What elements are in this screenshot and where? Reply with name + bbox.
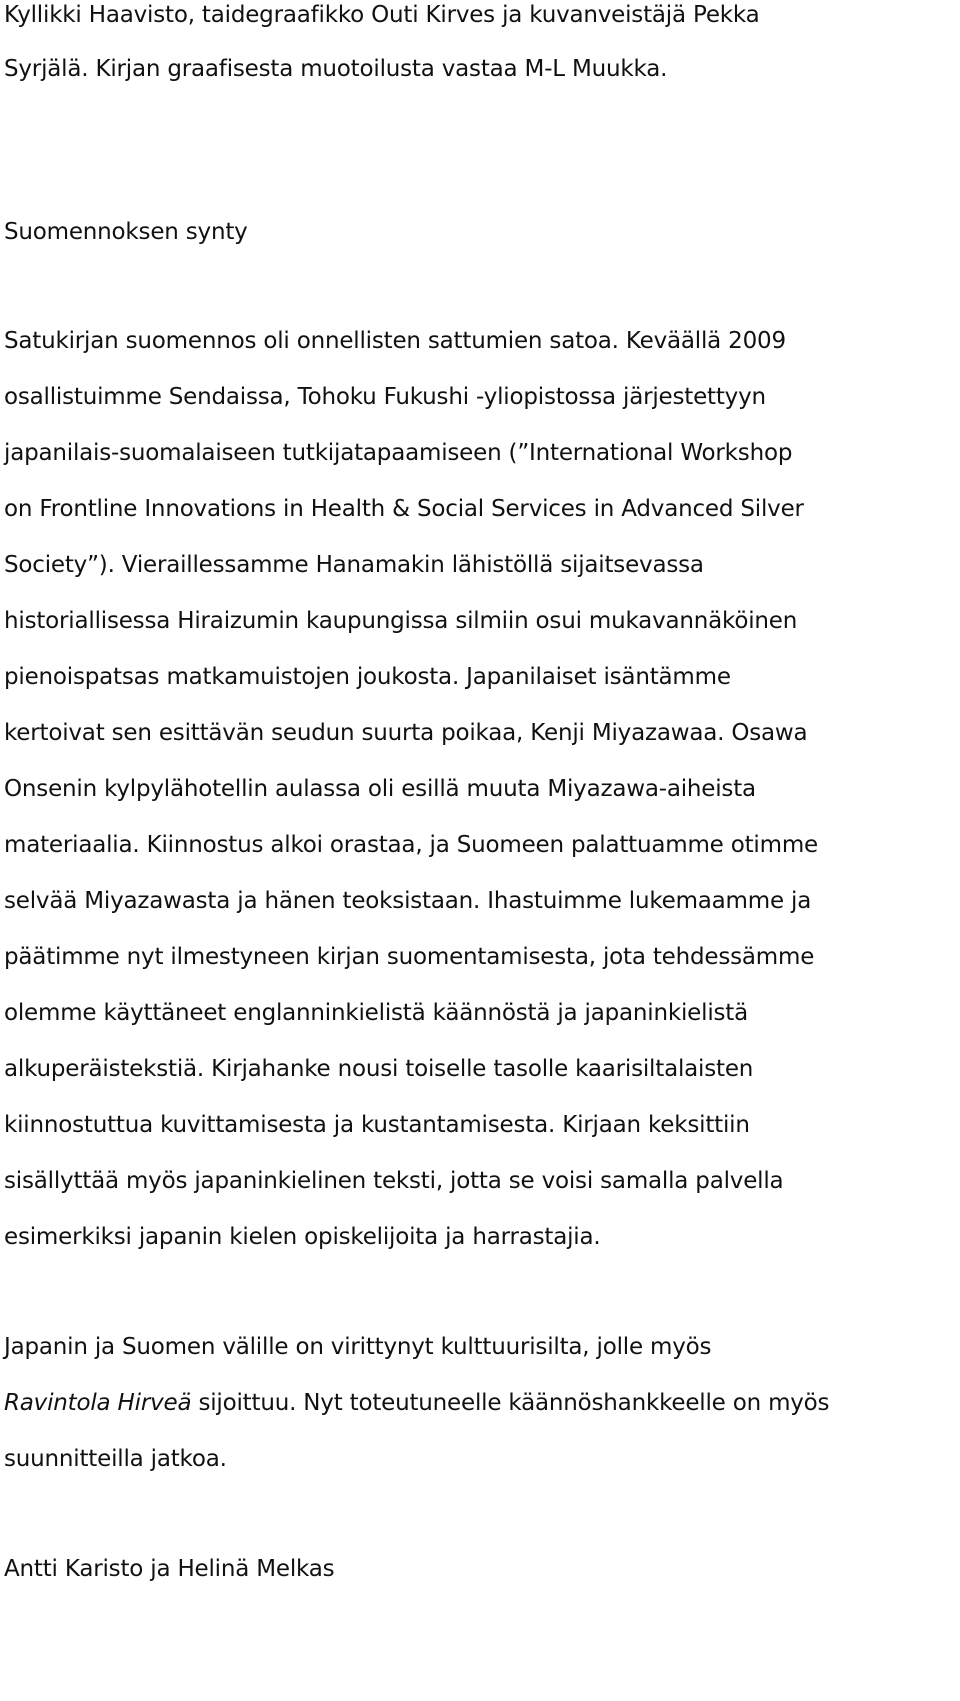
signature: Antti Karisto ja Helinä Melkas bbox=[4, 1556, 335, 1582]
paragraph-line: päätimme nyt ilmestyneen kirjan suomentamisesta, jota tehdessämme bbox=[4, 944, 815, 970]
paragraph-line: historiallisessa Hiraizumin kaupungissa silmiin osui mukavannäköinen bbox=[4, 608, 798, 634]
paragraph-line: Satukirjan suomennos oli onnellisten sattumien satoa. Keväällä 2009 bbox=[4, 328, 786, 354]
paragraph-line: Society”). Vieraillessamme Hanamakin lähistöllä sijaitsevassa bbox=[4, 552, 704, 578]
paragraph-line: osallistuimme Sendaissa, Tohoku Fukushi -yliopistossa järjestettyyn bbox=[4, 384, 766, 410]
paragraph-line: Onsenin kylpylähotellin aulassa oli esillä muuta Miyazawa-aiheista bbox=[4, 776, 756, 802]
paragraph-line: materiaalia. Kiinnostus alkoi orastaa, ja Suomeen palattuamme otimme bbox=[4, 832, 818, 858]
paragraph-line: esimerkiksi japanin kielen opiskelijoita ja harrastajia. bbox=[4, 1224, 601, 1250]
book-title: Ravintola Hirveä bbox=[4, 1390, 192, 1416]
paragraph-line: japanilais-suomalaiseen tutkijatapaamiseen (”International Workshop bbox=[4, 440, 793, 466]
paragraph-line: kertoivat sen esittävän seudun suurta poikaa, Kenji Miyazawaa. Osawa bbox=[4, 720, 808, 746]
paragraph-line-rest: sijoittuu. Nyt toteutuneelle käännöshankkeelle on myös bbox=[191, 1390, 830, 1416]
paragraph-line: Japanin ja Suomen välille on virittynyt kulttuurisilta, jolle myös bbox=[4, 1334, 712, 1360]
paragraph-line bbox=[4, 1387, 829, 1419]
intro-line-2: Syrjälä. Kirjan graafisesta muotoilusta vastaa M-L Muukka. bbox=[4, 56, 668, 82]
paragraph-line: sisällyttää myös japaninkielinen teksti, jotta se voisi samalla palvella bbox=[4, 1168, 784, 1194]
paragraph-line: olemme käyttäneet englanninkielistä käännöstä ja japaninkielistä bbox=[4, 1000, 749, 1026]
section-heading: Suomennoksen synty bbox=[4, 219, 248, 245]
paragraph-line: selvää Miyazawasta ja hänen teoksistaan. Ihastuimme lukemaamme ja bbox=[4, 888, 812, 914]
paragraph-line: kiinnostuttua kuvittamisesta ja kustantamisesta. Kirjaan keksittiin bbox=[4, 1112, 750, 1138]
paragraph-line: alkuperäistekstiä. Kirjahanke nousi toiselle tasolle kaarisiltalaisten bbox=[4, 1056, 754, 1082]
paragraph-line: suunnitteilla jatkoa. bbox=[4, 1446, 227, 1472]
intro-line-1: Kyllikki Haavisto, taidegraafikko Outi Kirves ja kuvanveistäjä Pekka bbox=[4, 2, 760, 28]
paragraph-line: pienoispatsas matkamuistojen joukosta. Japanilaiset isäntämme bbox=[4, 664, 731, 690]
paragraph-line: on Frontline Innovations in Health & Social Services in Advanced Silver bbox=[4, 496, 804, 522]
